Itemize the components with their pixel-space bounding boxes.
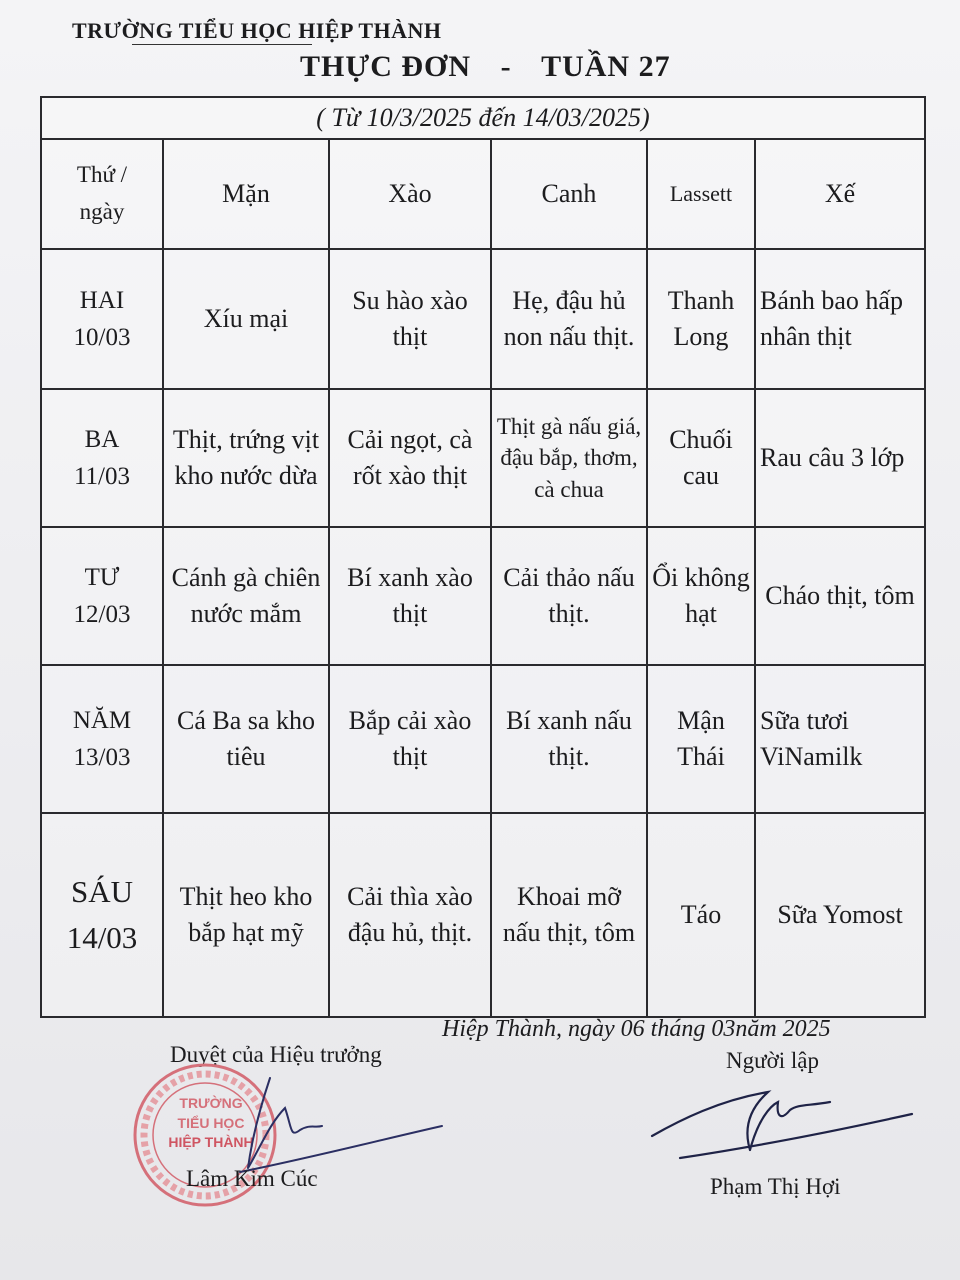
col-header-man: Mặn <box>163 139 329 249</box>
cell-lassett: Chuối cau <box>647 389 755 527</box>
place-date: Hiệp Thành, ngày 06 tháng 03năm 2025 <box>442 1016 831 1042</box>
school-underline <box>132 44 312 45</box>
col-header-canh: Canh <box>491 139 647 249</box>
cell-xao: Bắp cải xào thịt <box>329 665 491 813</box>
cell-lassett: Ổi không hạt <box>647 527 755 665</box>
school-name: TRƯỜNG TIỂU HỌC HIỆP THÀNH <box>72 18 442 43</box>
cell-xao: Bí xanh xào thịt <box>329 527 491 665</box>
cell-xe: Cháo thịt, tôm <box>755 527 925 665</box>
cell-canh: Thịt gà nấu giá, đậu bắp, thơm, cà chua <box>491 389 647 527</box>
maker-name: Phạm Thị Hợi <box>710 1174 841 1199</box>
approver-label: Duyệt của Hiệu trưởng <box>170 1042 382 1067</box>
page-title <box>300 50 671 84</box>
cell-man: Thịt heo kho bắp hạt mỹ <box>163 813 329 1017</box>
stamp-line-1: TRƯỜNG <box>179 1095 243 1111</box>
cell-xe: Rau câu 3 lớp <box>755 389 925 527</box>
cell-xe: Sữa tươi ViNamilk <box>755 665 925 813</box>
col-header-day-line2: ngày <box>79 199 125 224</box>
table-row <box>41 527 925 665</box>
menu-table-wrapper <box>40 96 926 1018</box>
cell-canh: Cải thảo nấu thịt. <box>491 527 647 665</box>
day-name: NĂM <box>72 706 132 734</box>
cell-lassett: Thanh Long <box>647 249 755 389</box>
day-date: 13/03 <box>73 744 131 771</box>
cell-lassett: Táo <box>647 813 755 1017</box>
day-cell <box>41 389 163 527</box>
col-header-lassett: Lassett <box>647 139 755 249</box>
menu-table <box>40 96 926 1018</box>
title-week: TUẦN 27 <box>541 50 671 83</box>
maker-label: Người lập <box>726 1048 819 1073</box>
cell-man: Cá Ba sa kho tiêu <box>163 665 329 813</box>
cell-xe: Sữa Yomost <box>755 813 925 1017</box>
date-range: ( Từ 10/3/2025 đến 14/03/2025) <box>41 97 925 139</box>
cell-canh: Khoai mỡ nấu thịt, tôm <box>491 813 647 1017</box>
cell-canh: Hẹ, đậu hủ non nấu thịt. <box>491 249 647 389</box>
day-date: 11/03 <box>73 463 131 490</box>
day-cell <box>41 527 163 665</box>
cell-man: Thịt, trứng vịt kho nước dừa <box>163 389 329 527</box>
day-cell <box>41 249 163 389</box>
cell-xao: Su hào xào thịt <box>329 249 491 389</box>
cell-man: Xíu mại <box>163 249 329 389</box>
day-date: 12/03 <box>73 601 131 628</box>
day-name: TƯ <box>84 563 120 591</box>
cell-xe: Bánh bao hấp nhân thịt <box>755 249 925 389</box>
stamp-line-2: TIỂU HỌC <box>177 1114 245 1131</box>
col-header-day <box>41 139 163 249</box>
day-cell <box>41 813 163 1017</box>
col-header-xe: Xế <box>755 139 925 249</box>
table-row <box>41 389 925 527</box>
cell-canh: Bí xanh nấu thịt. <box>491 665 647 813</box>
table-row <box>41 813 925 1017</box>
cell-xao: Cải ngọt, cà rốt xào thịt <box>329 389 491 527</box>
day-date: 10/03 <box>73 324 131 351</box>
title-separator: - <box>500 50 512 83</box>
title-menu: THỰC ĐƠN <box>300 50 472 83</box>
day-date: 14/03 <box>66 920 138 955</box>
approver-name: Lâm Kim Cúc <box>186 1166 318 1191</box>
cell-man: Cánh gà chiên nước mắm <box>163 527 329 665</box>
table-row <box>41 249 925 389</box>
day-cell <box>41 665 163 813</box>
col-header-day-line1: Thứ / <box>76 162 128 188</box>
date-range-row <box>41 97 925 139</box>
maker-signature <box>640 1080 920 1170</box>
table-row <box>41 665 925 813</box>
day-name: SÁU <box>70 873 133 909</box>
col-header-xao: Xào <box>329 139 491 249</box>
day-name: BA <box>84 425 120 453</box>
cell-xao: Cải thìa xào đậu hủ, thịt. <box>329 813 491 1017</box>
day-name: HAI <box>79 286 125 314</box>
header-row <box>41 139 925 249</box>
cell-lassett: Mận Thái <box>647 665 755 813</box>
stamp-line-3: HIỆP THÀNH <box>168 1134 254 1151</box>
approver-signature <box>230 1068 450 1178</box>
